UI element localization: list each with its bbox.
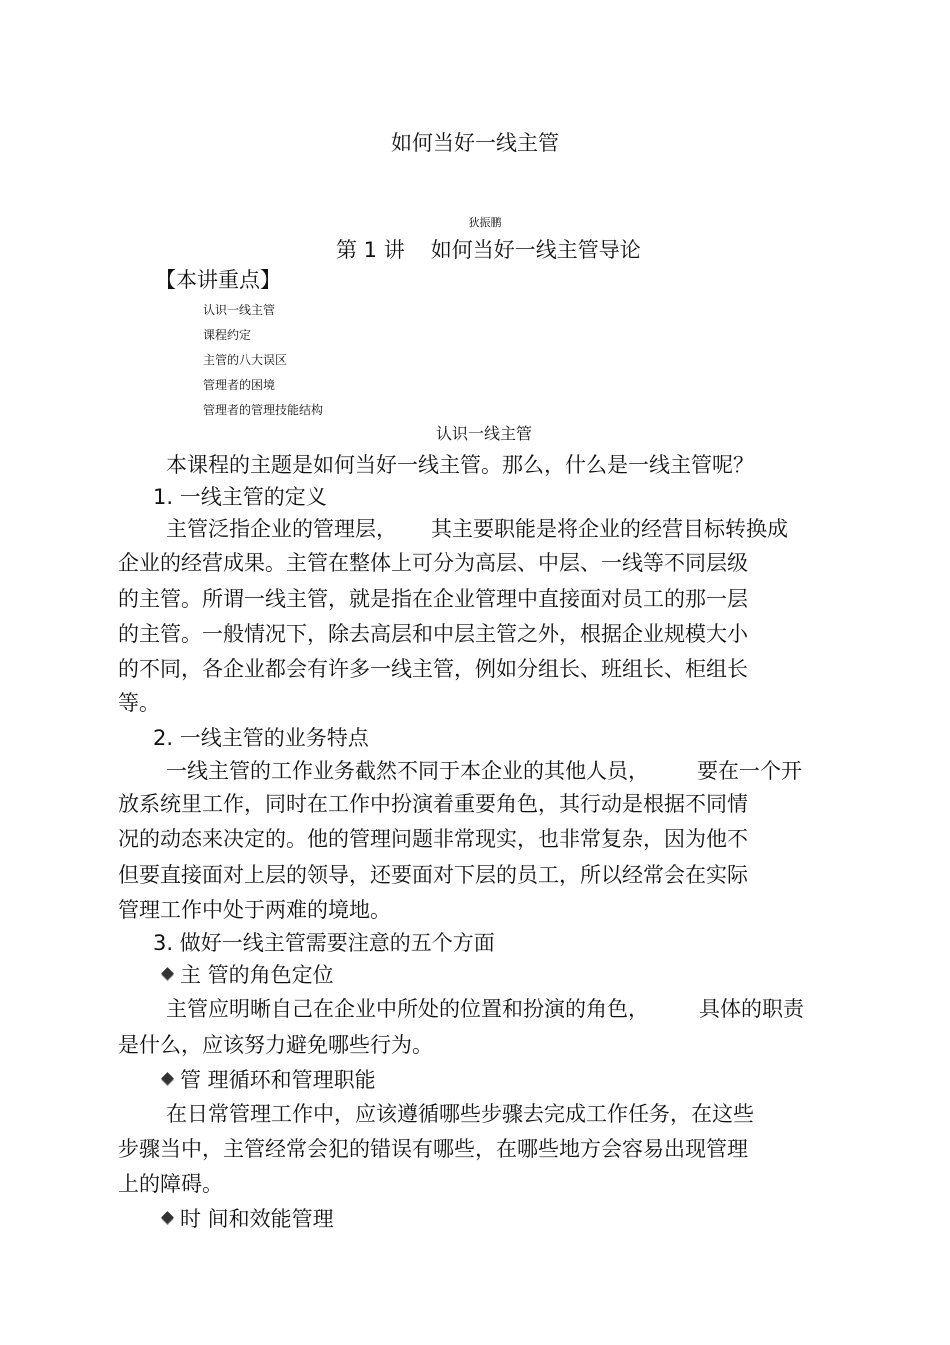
author: 狄振鹏: [468, 216, 502, 229]
diamond-bullet-icon: [161, 1211, 174, 1224]
lecture-number: 第 1 讲: [336, 238, 405, 262]
s1-paragraph-line: 企业的经营成果。主管在整体上可分为高层、中层、一线等不同层级: [118, 551, 748, 575]
s3-paragraph-line: 是什么，应该努力避免哪些行为。: [118, 1033, 433, 1057]
subsection-heading-3: 3. 做好一线主管需要注意的五个方面: [153, 931, 495, 955]
s3-paragraph-line: 在日常管理工作中，应该遵循哪些步骤去完成工作任务，在这些: [166, 1102, 754, 1126]
diamond-bullet-icon: [161, 967, 174, 980]
keypoint-item: 主管的八大误区: [203, 353, 288, 367]
s1-paragraph-line: 的主管。所谓一线主管，就是指在企业管理中直接面对员工的那一层: [118, 587, 748, 611]
bullet-label: 管 理循环和管理职能: [180, 1068, 376, 1092]
s3-paragraph-line: [166, 999, 804, 1020]
keypoint-item: 课程约定: [203, 328, 252, 342]
s1-paragraph-line: 的不同，各企业都会有许多一线主管，例如分组长、班组长、柜组长: [118, 657, 748, 681]
s3-b1-line1-part-b: 具体的职责: [699, 997, 804, 1021]
keypoint-item: 管理者的困境: [203, 378, 276, 392]
s2-paragraph-line: 况的动态来决定的。他的管理问题非常现实，也非常复杂，因为他不: [118, 827, 748, 851]
s1-paragraph-line: 的主管。一般情况下，除去高层和中层主管之外，根据企业规模大小: [118, 622, 748, 646]
s1-paragraph-line: [166, 519, 788, 540]
s1-paragraph-line: 等。: [118, 691, 160, 715]
s3-b1-line1-part-a: 主管应明晰自己在企业中所处的位置和扮演的角色，: [166, 997, 649, 1021]
bullet-time-efficiency: [163, 1209, 334, 1230]
bullet-label: 时 间和效能管理: [180, 1207, 334, 1231]
s1-line1-part-b: 其主要职能是将企业的经营目标转换成: [431, 517, 788, 541]
subsection-heading-2: 2. 一线主管的业务特点: [153, 726, 369, 750]
diamond-bullet-icon: [161, 1072, 174, 1085]
lecture-heading: [336, 240, 641, 261]
keypoint-item: 认识一线主管: [203, 303, 276, 317]
s2-paragraph-line: 管理工作中处于两难的境地。: [118, 898, 391, 922]
s2-paragraph-line: [166, 761, 802, 782]
s1-line1-part-a: 主管泛指企业的管理层，: [166, 517, 397, 541]
lecture-title: 如何当好一线主管导论: [430, 238, 641, 262]
bullet-management-cycle: [163, 1070, 376, 1091]
bullet-role-positioning: [163, 965, 334, 986]
document-title: 如何当好一线主管: [391, 131, 559, 155]
s2-line1-part-a: 一线主管的工作业务截然不同于本企业的其他人员，: [166, 759, 649, 783]
intro-paragraph: 本课程的主题是如何当好一线主管。那么，什么是一线主管呢？: [166, 453, 754, 477]
s3-paragraph-line: 上的障碍。: [118, 1172, 223, 1196]
s2-paragraph-line: 但要直接面对上层的领导，还要面对下层的员工，所以经常会在实际: [118, 863, 748, 887]
keypoint-item: 管理者的管理技能结构: [203, 403, 324, 417]
s2-paragraph-line: 放系统里工作，同时在工作中扮演着重要角色，其行动是根据不同情: [118, 792, 748, 816]
section-title: 认识一线主管: [436, 424, 533, 443]
subsection-heading-1: 1. 一线主管的定义: [153, 485, 327, 509]
keypoints-heading: 【本讲重点】: [155, 268, 281, 292]
s2-line1-part-b: 要在一个开: [697, 759, 802, 783]
s3-paragraph-line: 步骤当中，主管经常会犯的错误有哪些，在哪些地方会容易出现管理: [118, 1137, 748, 1161]
bullet-label: 主 管的角色定位: [180, 963, 334, 987]
